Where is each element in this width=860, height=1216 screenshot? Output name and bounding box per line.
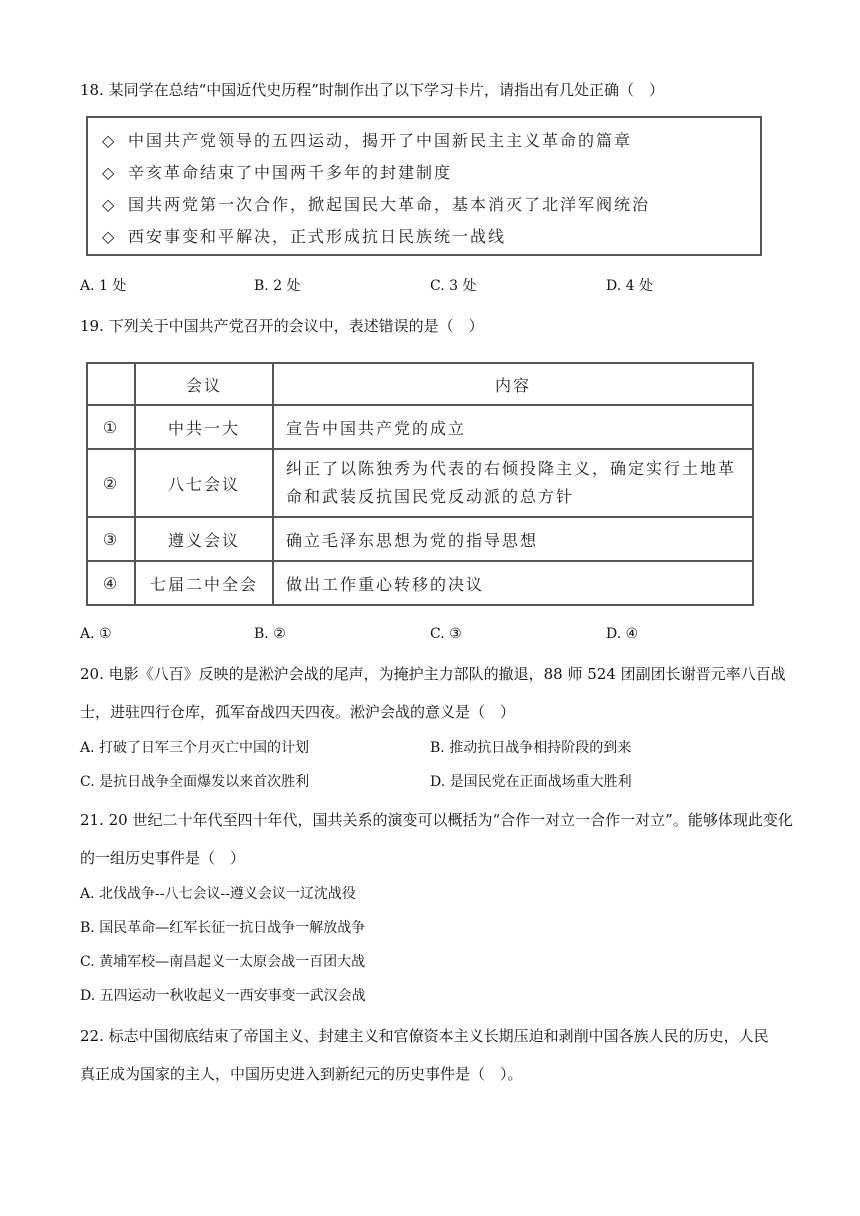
q21-option-b[interactable]: B. 国民革命—红军长征一抗日战争一解放战争 — [80, 920, 366, 936]
q19-option-b[interactable]: B. ② — [254, 626, 286, 642]
diamond-icon: ◇ — [102, 195, 117, 214]
q20-stem-line2: 士，进驻四行仓库，孤军奋战四天四夜。淞沪会战的意义是（ ） — [80, 703, 516, 721]
q19-stem: 19. 下列关于中国共产党召开的会议中，表述错误的是（ ） — [80, 317, 484, 335]
row-meeting: 七届二中全会 — [135, 561, 273, 605]
card-item — [102, 130, 632, 152]
table-row — [87, 517, 753, 561]
q21-option-a[interactable]: A. 北伐战争--八七会议--遵义会议一辽沈战役 — [80, 886, 356, 902]
q19-option-c[interactable]: C. ③ — [430, 626, 462, 642]
row-number: ③ — [87, 517, 135, 561]
card-item — [102, 194, 650, 216]
q19-meeting-table — [86, 362, 754, 606]
q18-stem: 18. 某同学在总结“中国近代史历程”时制作出了以下学习卡片，请指出有几处正确（ ） — [80, 81, 664, 99]
q19-option-a[interactable]: A. ① — [80, 626, 112, 642]
table-header-content: 内容 — [273, 363, 753, 405]
row-content: 做出工作重心转移的决议 — [273, 561, 753, 605]
q18-study-card — [86, 116, 762, 256]
diamond-icon: ◇ — [102, 227, 117, 246]
diamond-icon: ◇ — [102, 163, 117, 182]
q21-stem-line1: 21. 20 世纪二十年代至四十年代，国共关系的演变可以概括为“合作一对立一合作一对立”。能够体现此变化 — [80, 811, 793, 829]
q18-option-d[interactable]: D. 4 处 — [606, 278, 653, 294]
table-row — [87, 561, 753, 605]
q22-stem-line1: 22. 标志中国彻底结束了帝国主义、封建主义和官僚资本主义长期压迫和剥削中国各族人民的历史，人民 — [80, 1027, 769, 1045]
row-content: 确立毛泽东思想为党的指导思想 — [273, 517, 753, 561]
q22-stem-line2: 真正成为国家的主人，中国历史进入到新纪元的历史事件是（ ）。 — [80, 1065, 523, 1083]
table-header-num — [87, 363, 135, 405]
q21-option-c[interactable]: C. 黄埔军校—南昌起义一太原会战一百团大战 — [80, 954, 366, 970]
row-meeting: 遵义会议 — [135, 517, 273, 561]
row-meeting: 八七会议 — [135, 449, 273, 517]
q18-option-c[interactable]: C. 3 处 — [430, 278, 477, 294]
q19-option-d[interactable]: D. ④ — [606, 626, 639, 642]
table-header-row — [87, 363, 753, 405]
card-item-text: 西安事变和平解决，正式形成抗日民族统一战线 — [128, 227, 507, 246]
card-item-text: 国共两党第一次合作，掀起国民大革命，基本消灭了北洋军阀统治 — [128, 195, 651, 214]
card-item-text: 辛亥革命结束了中国两千多年的封建制度 — [128, 163, 453, 182]
row-meeting: 中共一大 — [135, 405, 273, 449]
card-item-text: 中国共产党领导的五四运动，揭开了中国新民主主义革命的篇章 — [128, 131, 633, 150]
q20-option-b[interactable]: B. 推动抗日战争相持阶段的到来 — [430, 740, 632, 756]
table-row — [87, 405, 753, 449]
q18-option-b[interactable]: B. 2 处 — [254, 278, 301, 294]
table-row — [87, 449, 753, 517]
q21-option-d[interactable]: D. 五四运动一秋收起义一西安事变一武汉会战 — [80, 988, 366, 1004]
q21-stem-line2: 的一组历史事件是（ ） — [80, 849, 246, 867]
diamond-icon: ◇ — [102, 131, 117, 150]
card-item — [102, 162, 452, 184]
card-item — [102, 226, 506, 248]
q20-stem-line1: 20. 电影《八百》反映的是淞沪会战的尾声，为掩护主力部队的撤退，88 师 524 团副团长谢晋元率八百战 — [80, 665, 786, 683]
q20-option-d[interactable]: D. 是国民党在正面战场重大胜利 — [430, 774, 632, 790]
row-content: 宣告中国共产党的成立 — [273, 405, 753, 449]
row-number: ④ — [87, 561, 135, 605]
q20-option-a[interactable]: A. 打破了日军三个月灭亡中国的计划 — [80, 740, 310, 756]
row-number: ① — [87, 405, 135, 449]
row-number: ② — [87, 449, 135, 517]
q18-option-a[interactable]: A. 1 处 — [80, 278, 127, 294]
q20-option-c[interactable]: C. 是抗日战争全面爆发以来首次胜利 — [80, 774, 310, 790]
row-content: 纠正了以陈独秀为代表的右倾投降主义，确定实行土地革命和武装反抗国民党反动派的总方针 — [273, 449, 753, 517]
table-header-meeting: 会议 — [135, 363, 273, 405]
